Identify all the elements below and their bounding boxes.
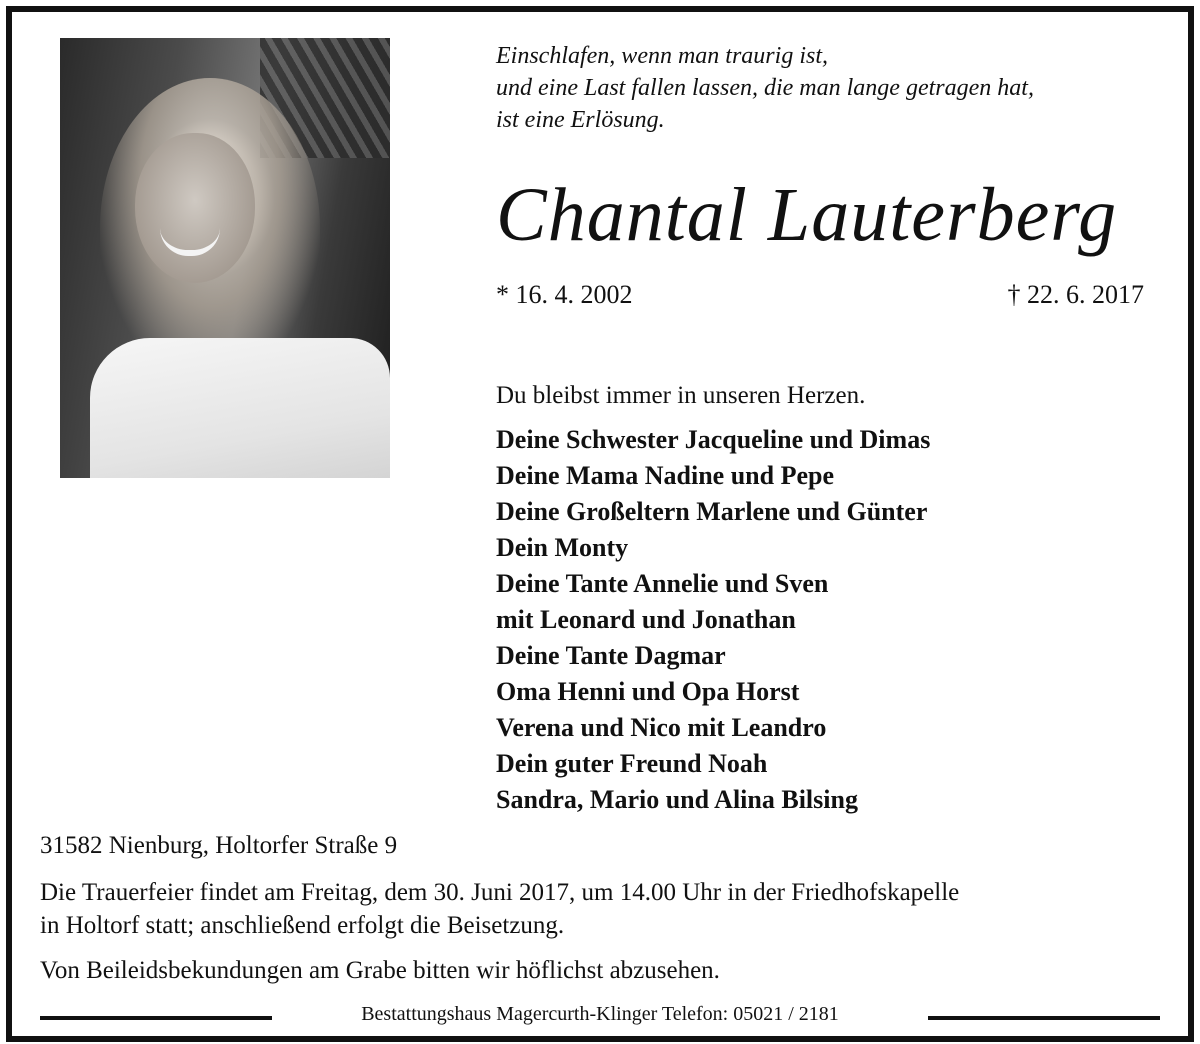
portrait-photo (60, 38, 390, 478)
mourner-line: Deine Tante Annelie und Sven (496, 569, 829, 598)
quote-line: ist eine Erlösung. (496, 107, 665, 133)
mourner-line: Deine Schwester Jacqueline und Dimas (496, 425, 931, 454)
service-line: in Holtorf statt; anschließend erfolgt die Beisetzung. (40, 912, 565, 939)
quote-line: und eine Last fallen lassen, die man lange getragen hat, (496, 75, 1034, 101)
mourner-line: Dein Monty (496, 533, 629, 562)
mourner-line: mit Leonard und Jonathan (496, 605, 796, 634)
family-address: 31582 Nienburg, Holtorfer Straße 9 (40, 832, 398, 859)
mourner-line: Deine Großeltern Marlene und Günter (496, 497, 928, 526)
photo-face (135, 133, 255, 283)
service-line: Die Trauerfeier findet am Freitag, dem 30. Juni 2017, um 14.00 Uhr in der Friedhofskapelle (40, 879, 960, 906)
quote-line: Einschlafen, wenn man traurig ist, (496, 43, 828, 69)
photo-shirt (90, 338, 390, 478)
mourner-line: Deine Tante Dagmar (496, 641, 726, 670)
mourner-line: Oma Henni und Opa Horst (496, 677, 800, 706)
birth-date: * 16. 4. 2002 (496, 280, 633, 309)
mourner-line: Deine Mama Nadine und Pepe (496, 461, 834, 490)
mourner-line: Sandra, Mario und Alina Bilsing (496, 785, 858, 814)
mourner-line: Verena und Nico mit Leandro (496, 713, 827, 742)
deceased-name: Chantal Lauterberg (496, 173, 1118, 257)
funeral-service-info (40, 876, 959, 942)
funeral-home-footer: Bestattungshaus Magercurth-Klinger Telefon: 05021 / 2181 (361, 1003, 839, 1025)
footer-rule-right (928, 1016, 1160, 1020)
death-date: † 22. 6. 2017 (1007, 280, 1144, 309)
mourners-list (496, 422, 930, 818)
mourner-line: Dein guter Freund Noah (496, 749, 768, 778)
opening-quote (496, 40, 1034, 136)
condolence-note: Von Beileidsbekundungen am Grabe bitten wir höflichst abzusehen. (40, 957, 720, 984)
footer-rule-left (40, 1016, 272, 1020)
tagline: Du bleibst immer in unseren Herzen. (496, 382, 866, 409)
